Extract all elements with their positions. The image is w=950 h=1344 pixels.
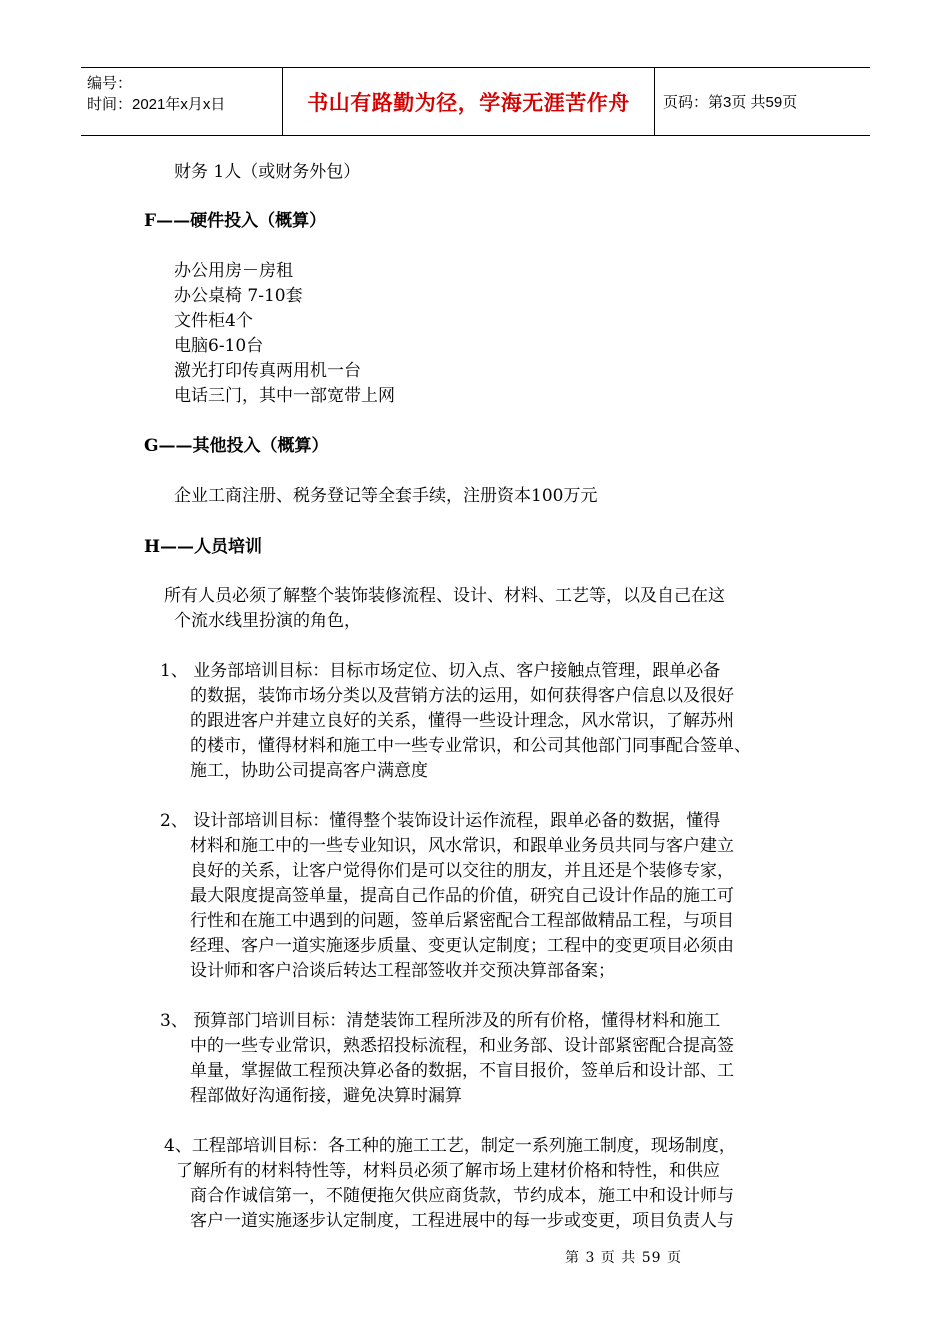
section-heading-g: G——其他投入（概算）: [144, 436, 329, 456]
body-line: 中的一些专业常识，熟悉招投标流程，和业务部、设计部紧密配合提高签: [190, 1036, 734, 1056]
section-heading-h: H——人员培训: [144, 537, 263, 557]
body-line: 企业工商注册、税务登记等全套手续，注册资本100万元: [174, 486, 598, 506]
document-time-label: 时间：2021年x月x日: [87, 96, 226, 113]
body-line: 最大限度提高签单量，提高自己作品的价值，研究自己设计作品的施工可: [190, 886, 734, 906]
body-line: 设计师和客户洽谈后转达工程部签收并交预决算部备案；: [190, 961, 615, 981]
header-page-info: 页码：第3页 共59页: [663, 94, 798, 111]
body-line: 办公用房－房租: [174, 261, 293, 281]
body-line: 所有人员必须了解整个装饰装修流程、设计、材料、工艺等，以及自己在这: [164, 586, 725, 606]
body-line: 的楼市，懂得材料和施工中一些专业常识，和公司其他部门同事配合签单、: [190, 736, 751, 756]
body-line: 激光打印传真两用机一台: [174, 361, 361, 381]
body-line: 行性和在施工中遇到的问题，签单后紧密配合工程部做精品工程，与项目: [190, 911, 734, 931]
list-item-2: 2、 设计部培训目标：懂得整个装饰设计运作流程，跟单必备的数据，懂得: [160, 811, 721, 831]
header-meta: [81, 68, 283, 135]
body-line: 商合作诚信第一，不随便拖欠供应商货款，节约成本，施工中和设计师与: [190, 1186, 734, 1206]
body-line: 良好的关系，让客户觉得你们是可以交往的朋友，并且还是个装修专家，: [190, 861, 734, 881]
body-line: 办公桌椅 7-10套: [174, 286, 303, 306]
header-motto: 书山有路勤为径，学海无涯苦作舟: [283, 68, 655, 135]
body-line: 电脑6-10台: [174, 336, 264, 356]
body-line: 个流水线里扮演的角色，: [174, 611, 361, 631]
body-line: 材料和施工中的一些专业知识，风水常识，和跟单业务员共同与客户建立: [190, 836, 734, 856]
body-line: 客户一道实施逐步认定制度，工程进展中的每一步或变更，项目负责人与: [190, 1211, 734, 1231]
list-item-3: 3、 预算部门培训目标：清楚装饰工程所涉及的所有价格，懂得材料和施工: [160, 1011, 721, 1031]
body-line: 电话三门，其中一部宽带上网: [174, 386, 395, 406]
body-line: 经理、客户一道实施逐步质量、变更认定制度；工程中的变更项目必须由: [190, 936, 734, 956]
list-item-1: 1、 业务部培训目标：目标市场定位、切入点、客户接触点管理，跟单必备: [160, 661, 721, 681]
body-line: 单量，掌握做工程预决算必备的数据，不盲目报价，签单后和设计部、工: [190, 1061, 734, 1081]
body-line: 的跟进客户并建立良好的关系，懂得一些设计理念，风水常识，了解苏州: [190, 711, 734, 731]
body-line: 财务 1人（或财务外包）: [174, 162, 361, 182]
list-item-4: 4、工程部培训目标：各工种的施工工艺，制定一系列施工制度，现场制度，: [164, 1136, 736, 1156]
body-line: 了解所有的材料特性等，材料员必须了解市场上建材价格和特性，和供应: [176, 1161, 720, 1181]
document-number-label: 编号：: [87, 75, 133, 92]
body-line: 的数据，装饰市场分类以及营销方法的运用，如何获得客户信息以及很好: [190, 686, 734, 706]
body-line: 文件柜4个: [174, 311, 253, 331]
page-footer: 第 3 页 共 59 页: [565, 1250, 682, 1266]
page-header: [81, 67, 870, 136]
section-heading-f: F——硬件投入（概算）: [144, 211, 327, 231]
body-line: 程部做好沟通衔接，避免决算时漏算: [190, 1086, 462, 1106]
body-line: 施工，协助公司提高客户满意度: [190, 761, 428, 781]
